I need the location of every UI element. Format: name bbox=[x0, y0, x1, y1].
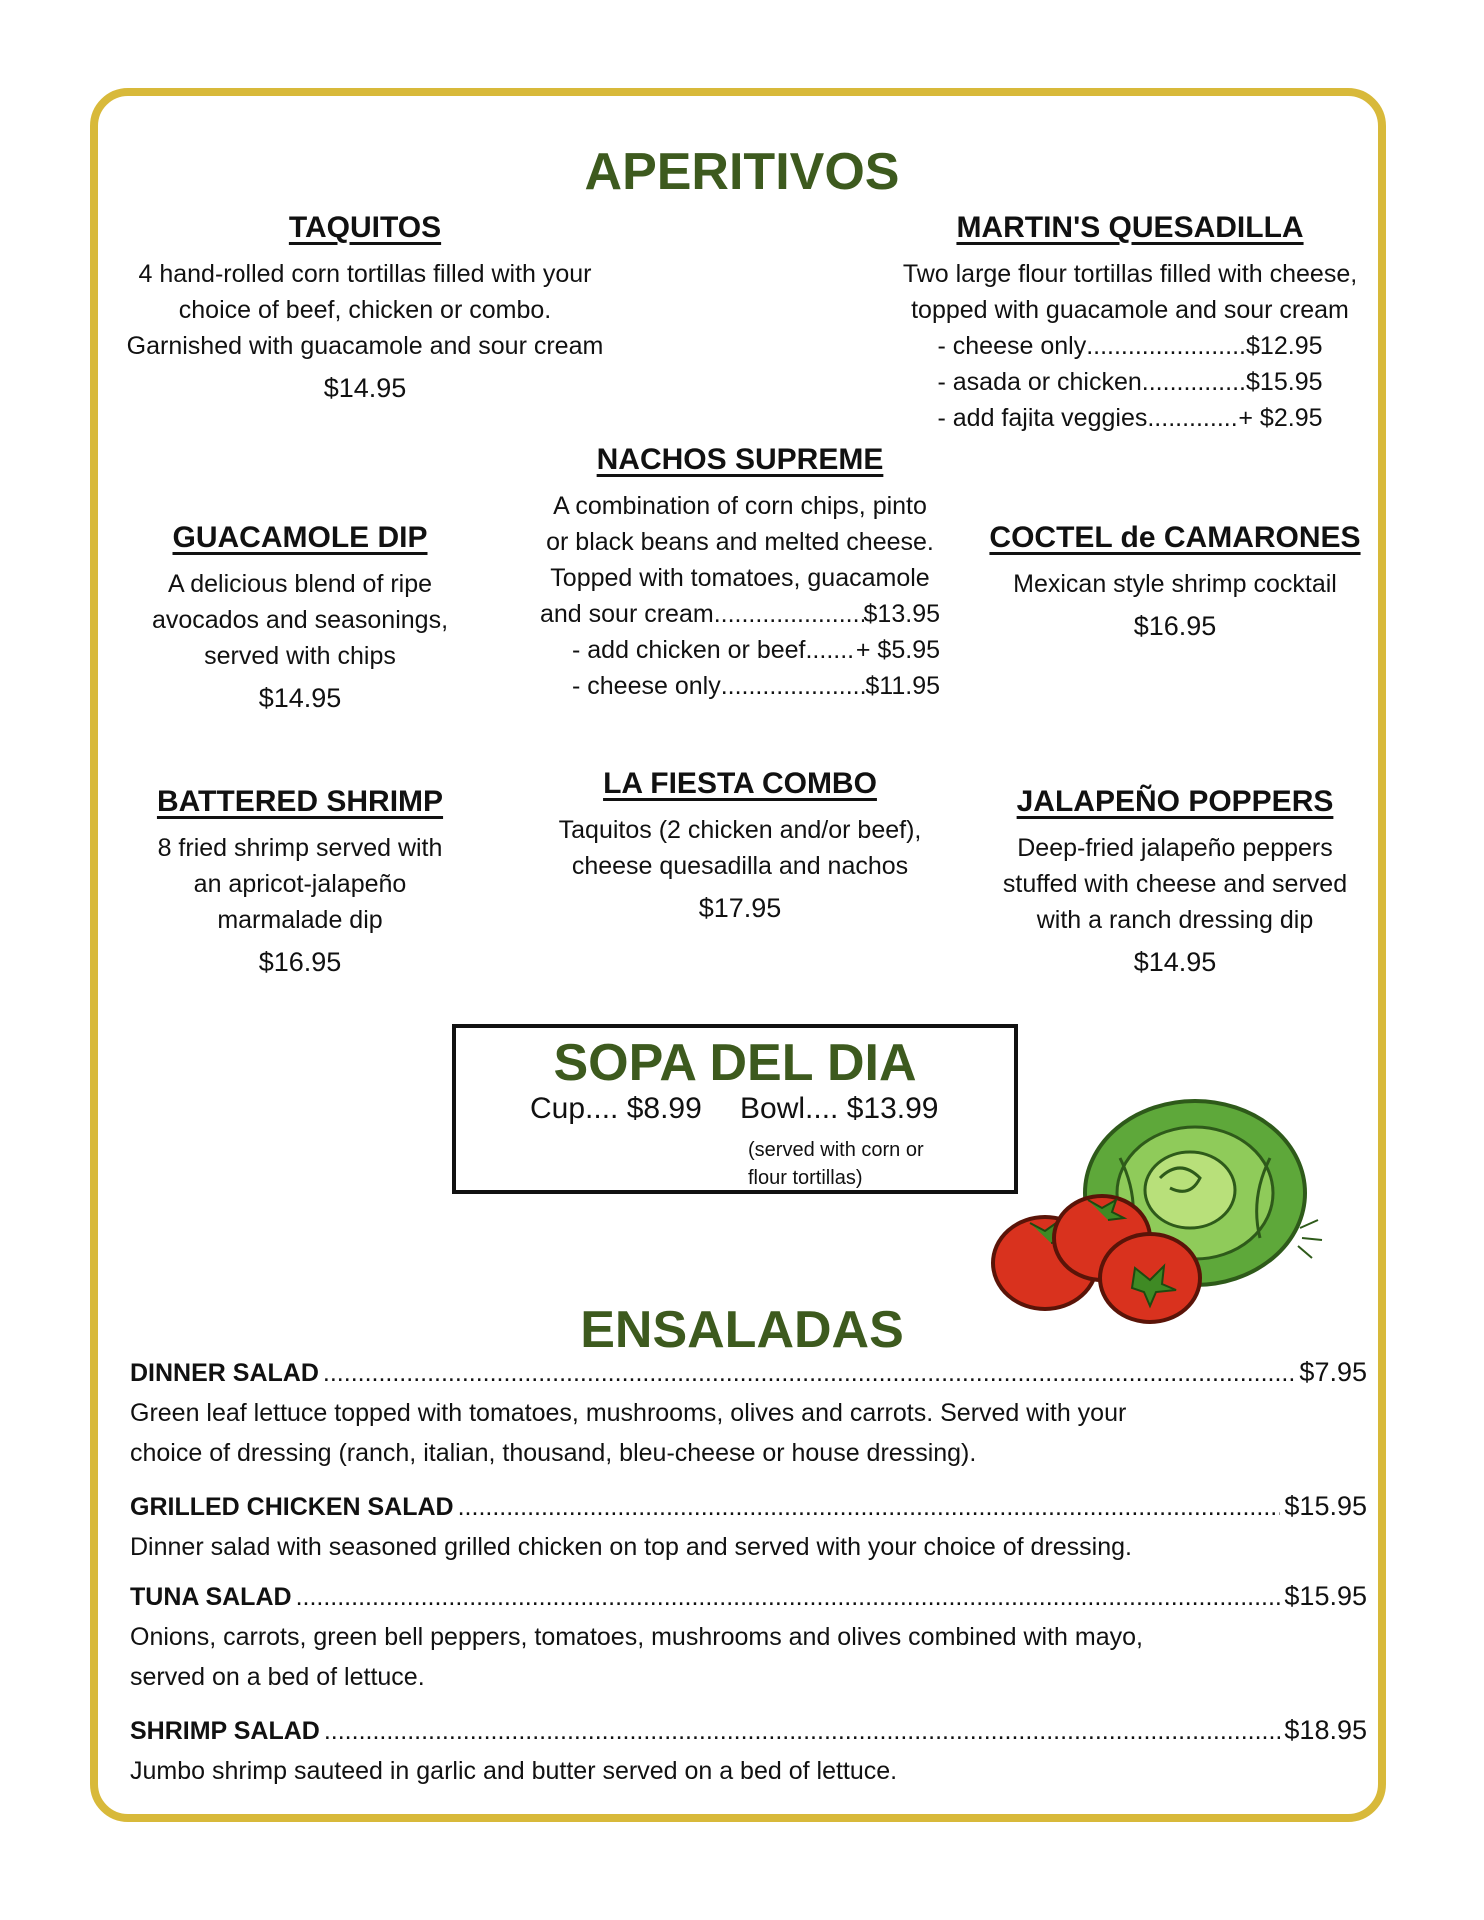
sopa-note: (served with corn or flour tortillas) bbox=[748, 1139, 924, 1189]
salad-name: DINNER SALAD bbox=[130, 1359, 319, 1387]
guacamole-title: GUACAMOLE DIP bbox=[172, 521, 428, 554]
guacamole-item bbox=[120, 518, 480, 716]
taquitos-desc: 4 hand-rolled corn tortillas filled with your choice of beef, chicken or combo. Garnished with guacamole and sour cream bbox=[126, 260, 604, 360]
ensaladas-heading: ENSALADAS bbox=[580, 1301, 904, 1359]
taquitos-item bbox=[90, 208, 640, 406]
battered-shrimp-desc: 8 fried shrimp served with an apricot-jalapeño marmalade dip bbox=[157, 834, 443, 934]
salad-name: SHRIMP SALAD bbox=[130, 1717, 320, 1745]
taquitos-price: $14.95 bbox=[323, 373, 407, 403]
fiesta-combo-item bbox=[520, 764, 960, 926]
nachos-base-line: and sour cream ..... $13.95 bbox=[540, 596, 940, 632]
guacamole-price: $14.95 bbox=[258, 683, 342, 713]
salad-item bbox=[130, 1352, 1367, 1473]
quesadilla-option: - add fajita veggies ..... + $2.95 bbox=[938, 400, 1323, 436]
salad-price: $7.95 bbox=[1299, 1357, 1367, 1387]
sopa-bowl-price: Bowl.... $13.99 bbox=[740, 1092, 939, 1125]
taquitos-title: TAQUITOS bbox=[288, 211, 442, 244]
salad-desc: Onions, carrots, green bell peppers, tomatoes, mushrooms and olives combined with mayo, served on a bed of lettuce. bbox=[130, 1623, 1143, 1691]
nachos-desc: A combination of corn chips, pinto or black beans and melted cheese. Topped with tomatoes, guacamole bbox=[546, 492, 934, 592]
quesadilla-option: - asada or chicken ..... $15.95 bbox=[938, 364, 1323, 400]
salad-item bbox=[130, 1710, 1367, 1791]
sopa-box bbox=[452, 1024, 1018, 1194]
nachos-item bbox=[500, 440, 980, 704]
battered-shrimp-item bbox=[120, 782, 480, 980]
poppers-title: JALAPEÑO POPPERS bbox=[1016, 785, 1334, 818]
poppers-desc: Deep-fried jalapeño peppers stuffed with cheese and served with a ranch dressing dip bbox=[1002, 834, 1348, 934]
poppers-price: $14.95 bbox=[1133, 947, 1217, 977]
salad-desc: Jumbo shrimp sauteed in garlic and butter served on a bed of lettuce. bbox=[130, 1757, 898, 1785]
sopa-cup-price: Cup.... $8.99 bbox=[530, 1092, 702, 1125]
salad-name: TUNA SALAD bbox=[130, 1583, 292, 1611]
battered-shrimp-title: BATTERED SHRIMP bbox=[156, 785, 444, 818]
salad-price: $15.95 bbox=[1284, 1491, 1367, 1521]
poppers-item bbox=[980, 782, 1370, 980]
coctel-item bbox=[980, 518, 1370, 644]
vegetables-illustration bbox=[990, 1098, 1340, 1328]
coctel-title: COCTEL de CAMARONES bbox=[989, 521, 1361, 554]
salad-desc: Dinner salad with seasoned grilled chicken on top and served with your choice of dressing. bbox=[130, 1533, 1132, 1561]
quesadilla-title: MARTIN'S QUESADILLA bbox=[956, 211, 1304, 244]
sopa-title: SOPA DEL DIA bbox=[553, 1034, 917, 1092]
salad-item bbox=[130, 1576, 1367, 1697]
fiesta-combo-price: $17.95 bbox=[698, 893, 782, 923]
fiesta-combo-desc: Taquitos (2 chicken and/or beef), cheese quesadilla and nachos bbox=[558, 816, 922, 880]
nachos-option: - add chicken or beef ..... + $5.95 bbox=[540, 632, 940, 668]
salad-name: GRILLED CHICKEN SALAD bbox=[130, 1493, 454, 1521]
aperitivos-heading: APERITIVOS bbox=[584, 143, 900, 201]
nachos-option: - cheese only ..... $11.95 bbox=[540, 668, 940, 704]
fiesta-combo-title: LA FIESTA COMBO bbox=[603, 767, 877, 800]
salad-price: $18.95 bbox=[1284, 1715, 1367, 1745]
quesadilla-desc: Two large flour tortillas filled with cheese, topped with guacamole and sour cream bbox=[902, 260, 1358, 324]
salad-desc: Green leaf lettuce topped with tomatoes, mushrooms, olives and carrots. Served with your choice of dressing (ranch, italian, thousand, bleu-cheese or house dressing). bbox=[130, 1399, 1127, 1467]
coctel-desc: Mexican style shrimp cocktail bbox=[1013, 570, 1337, 598]
nachos-title: NACHOS SUPREME bbox=[596, 443, 884, 476]
battered-shrimp-price: $16.95 bbox=[258, 947, 342, 977]
quesadilla-item bbox=[870, 208, 1390, 436]
salad-price: $15.95 bbox=[1284, 1581, 1367, 1611]
nachos-options bbox=[540, 596, 940, 704]
quesadilla-option: - cheese only ..... $12.95 bbox=[938, 328, 1323, 364]
guacamole-desc: A delicious blend of ripe avocados and seasonings, served with chips bbox=[151, 570, 449, 670]
salad-item bbox=[130, 1486, 1367, 1567]
quesadilla-options bbox=[938, 328, 1323, 436]
coctel-price: $16.95 bbox=[1133, 611, 1217, 641]
